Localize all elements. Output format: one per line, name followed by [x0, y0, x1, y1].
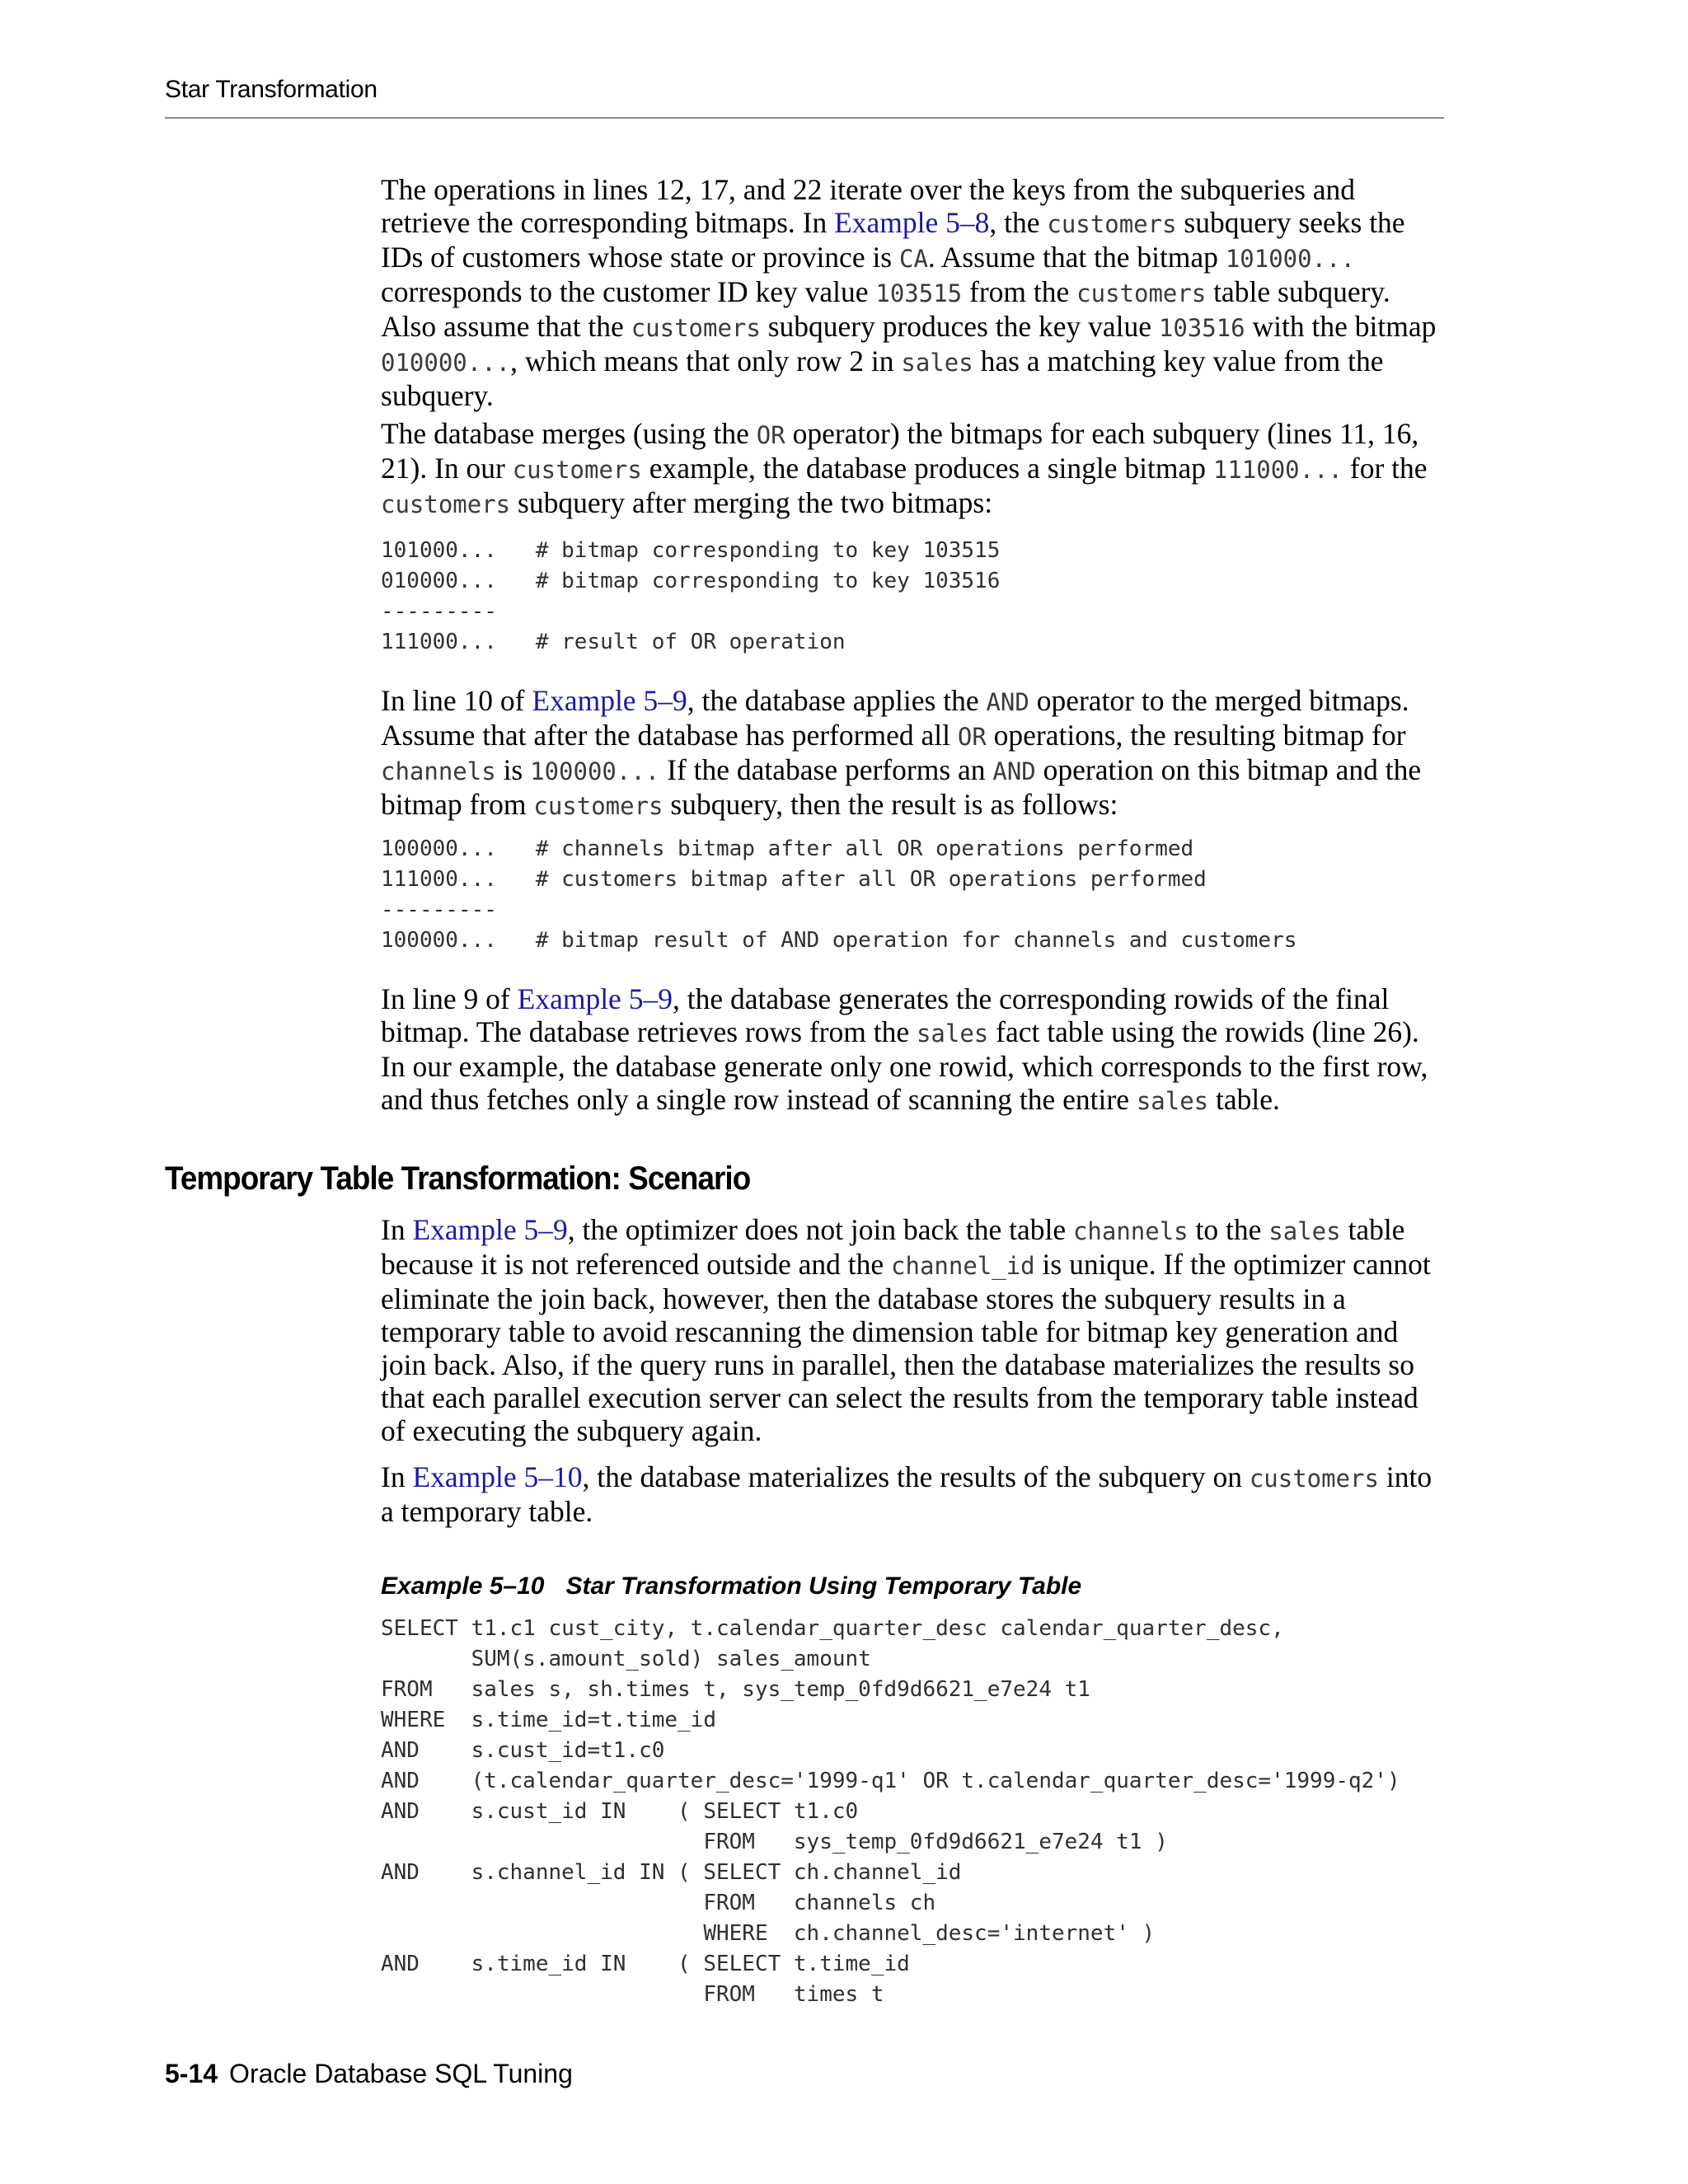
running-header	[165, 76, 1444, 119]
paragraph-operations	[381, 173, 1444, 412]
example-5-9-link[interactable]: Example 5–9	[517, 982, 673, 1015]
code-block-and-bitmaps	[381, 834, 1444, 956]
paragraph-temp-table	[381, 1213, 1444, 1447]
paragraph-materialize	[381, 1460, 1444, 1528]
paragraph-3-text: In line 10 of Example 5–9, the database applies the AND operator to the merged bitmaps. Assume that after the database has performed all OR operations, the resulting bitmap for channels is 100000... If the database performs an AND operation on this bitmap and the bitmap from customers subquery, then the result is as follows:	[381, 684, 1422, 821]
paragraph-5-text: In Example 5–9, the optimizer does not join back the table channels to the sales table because it is not referenced outside and the channel_id is unique. If the optimizer cannot eliminate the join back, however, then the database stores the subquery results in a temporary table to avoid rescanning the dimension table for bitmap key generation and join back. Also, if the query runs in parallel, then the database materializes the results so that each parallel execution server can select the results from the temporary table instead of executing the subquery again.	[381, 1213, 1431, 1447]
example-number: Example 5–10	[381, 1572, 545, 1600]
page-number: 5-14	[165, 2059, 218, 2088]
example-title	[381, 1572, 1081, 1601]
code-block-example-5-10	[381, 1614, 1444, 2010]
paragraph-and-operator	[381, 684, 1444, 823]
paragraph-merge	[381, 417, 1444, 521]
code-block-or-bitmaps	[381, 536, 1444, 658]
paragraph-1-text: The operations in lines 12, 17, and 22 iterate over the keys from the subqueries and retrieve the corresponding bitmaps. In Example 5–8, the customers subquery seeks the IDs of customers whose state or province is CA. Assume that the bitmap 101000... corresponds to the customer ID key value 103515 from the customers table subquery. Also assume that the customers subquery produces the key value 103516 with the bitmap 010000..., which means that only row 2 in sales has a matching key value from the subquery.	[381, 173, 1437, 412]
paragraph-rowids	[381, 982, 1444, 1118]
example-5-8-link[interactable]: Example 5–8	[834, 206, 990, 239]
example-caption: Star Transformation Using Temporary Table	[565, 1572, 1082, 1600]
code-example-5-10: SELECT t1.c1 cust_city, t.calendar_quarter_desc calendar_quarter_desc, SUM(s.amount_sold) sales_amount FROM sales s, sh.times t, sys_temp_0fd9d6621_e7e24 t1 WHERE s.time_id=t.time_id AND s.cust_id=t1.c0 AND (t.calendar_quarter_desc='1999-q1' OR t.calendar_quarter_desc='1999-q2') AND s.cust_id IN ( SELECT t1.c0 FROM sys_temp_0fd9d6621_e7e24 t1 ) AND s.channel_id IN ( SELECT ch.channel_id FROM channels ch WHERE ch.channel_desc='internet' ) AND s.time_id IN ( SELECT t.time_id FROM times t	[381, 1616, 1400, 2007]
header-title: Star Transformation	[165, 76, 377, 103]
paragraph-2-text: The database merges (using the OR operator) the bitmaps for each subquery (lines 11, 16, 21). In our customers example, the database produces a single bitmap 111000... for the customers subquery after merging the two bitmaps:	[381, 417, 1428, 519]
example-5-9-link[interactable]: Example 5–9	[412, 1213, 568, 1246]
code-or-bitmaps: 101000... # bitmap corresponding to key 103515 010000... # bitmap corresponding to key 103516 --------- 111000... # result of OR operation	[381, 538, 1001, 654]
section-heading: Temporary Table Transformation: Scenario	[165, 1160, 751, 1197]
paragraph-6-text: In Example 5–10, the database materializes the results of the subquery on customers into a temporary table.	[381, 1460, 1432, 1528]
page-footer	[165, 2059, 573, 2089]
code-and-bitmaps: 100000... # channels bitmap after all OR operations performed 111000... # customers bitmap after all OR operations performed --------- 100000... # bitmap result of AND operation for channels and customers	[381, 837, 1297, 953]
example-5-10-link[interactable]: Example 5–10	[412, 1460, 583, 1493]
book-title: Oracle Database SQL Tuning	[229, 2059, 573, 2088]
example-5-9-link[interactable]: Example 5–9	[532, 684, 687, 717]
paragraph-4-text: In line 9 of Example 5–9, the database generates the corresponding rowids of the final bitmap. The database retrieves rows from the sales fact table using the rowids (line 26). In our example, the database generate only one rowid, which corresponds to the first row, and thus fetches only a single row instead of scanning the entire sales table.	[381, 982, 1428, 1116]
